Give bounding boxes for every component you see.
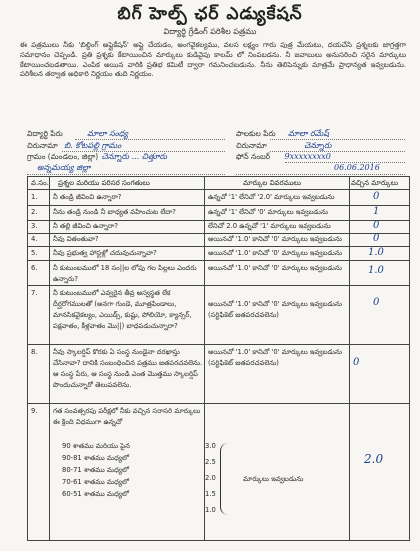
row-serial: 4. bbox=[31, 235, 38, 243]
parent-address-value: చెన్నూరు bbox=[304, 141, 332, 150]
row-score: 0 bbox=[373, 297, 380, 308]
row-divider bbox=[28, 344, 409, 345]
row-divider bbox=[28, 260, 409, 261]
row-marks: లేనిచో 2.0 ఉన్నచో '1' మార్కులు ఇవ్వబడును bbox=[208, 222, 331, 230]
phone-value: 9xxxxxxxx0 bbox=[284, 152, 331, 161]
grade-score: 2.0 bbox=[205, 474, 216, 482]
row-score: 0 bbox=[353, 357, 360, 368]
grade-score: 1.5 bbox=[205, 490, 216, 498]
row-score: 2.0 bbox=[364, 452, 384, 466]
district-field bbox=[33, 163, 91, 174]
row-question: నీను తండ్రి నుండి నీ బాధ్యత వహించుట లేదా? bbox=[53, 208, 176, 216]
row-marks: అయినచో '1.0' కానిచో '0' మార్కులు ఇవ్వబడును bbox=[208, 264, 343, 272]
row-divider bbox=[28, 285, 409, 286]
header-question: ప్రశ్నల మరియు పరిసర సంగతులు bbox=[58, 179, 150, 187]
column-divider bbox=[49, 177, 50, 540]
row-serial: 8. bbox=[31, 348, 38, 356]
district-line bbox=[27, 174, 225, 175]
row-marks: అయినచో '1.0' కానిచో '0' మార్కులు ఇవ్వబడును (సర్టిఫికెట్ జతపరచవలెను) bbox=[208, 300, 343, 319]
parent-name-value: మాలా రమేష్ bbox=[288, 129, 329, 138]
row-divider bbox=[28, 403, 409, 404]
row-marks: మార్కులు ఇవ్వబడును bbox=[243, 475, 304, 483]
row-divider bbox=[28, 246, 409, 247]
grade-score: 3.0 bbox=[205, 442, 216, 450]
row-serial: 6. bbox=[31, 264, 38, 272]
address-value: బి. కోటపల్లి గ్రామం bbox=[64, 141, 122, 150]
parent-name-line bbox=[270, 139, 405, 140]
row-score: 1.0 bbox=[368, 265, 384, 276]
row-serial: 2. bbox=[31, 208, 38, 216]
village-field bbox=[27, 152, 167, 163]
row-score: 1 bbox=[373, 206, 380, 217]
evaluation-table bbox=[27, 176, 410, 541]
student-name-label: విద్యార్థి పేరు bbox=[27, 129, 63, 138]
row-question: నీవు స్కాలర్షిప్ కొరకు ఏ సంస్థ నుండైనా దరఖాస్తు చేసినావా? దానికి సంబంధించిన పత్రము జతపరచవలెను. ఆ సంస్థ పేరు, ఆ సంస్థ నుండి ఎంత మొత్తము స్కాలర్షిప్ పొందుచున్నారో తెలుపవలెను. bbox=[53, 348, 203, 389]
row-marks: అయినచో '1.0' కానిచో '0' మార్కులు ఇవ్వబడును bbox=[208, 235, 343, 243]
row-question: నీవు ప్రభుత్వ హాస్టళ్లో చదువుచున్నావా? bbox=[53, 249, 157, 257]
row-serial: 1. bbox=[31, 193, 38, 201]
village-label: గ్రామం (మండలం, జిల్లా) bbox=[27, 152, 99, 161]
row-serial: 7. bbox=[31, 289, 38, 297]
date-value: 06.06.2016 bbox=[334, 163, 380, 172]
date-line bbox=[236, 174, 405, 175]
grade-brace bbox=[220, 443, 231, 515]
row-score: 0 bbox=[373, 233, 380, 244]
row-question: నీవు వితంతువా? bbox=[53, 235, 99, 243]
row-serial: 5. bbox=[31, 249, 38, 257]
grade-band: 80-71 శాతము మధ్యలో bbox=[62, 466, 129, 474]
grade-band: 70-61 శాతము మధ్యలో bbox=[62, 478, 129, 486]
parent-address-label: చిరునామా bbox=[236, 141, 267, 150]
row-question: గత సంవత్సరపు పరీక్షలో నీకు వచ్చిన సరాసరి మార్కులు ఈ క్రింది విధముగా ఉన్నచో bbox=[53, 407, 201, 426]
date-field bbox=[330, 163, 380, 172]
grade-band: 90-81 శాతము మధ్యలో bbox=[62, 454, 129, 462]
row-question: నీ కుటుంబములో 18 సం||ల లోపు గల పిల్లలు ఎందరు ఉన్నారు? bbox=[53, 264, 197, 283]
row-divider bbox=[28, 205, 409, 206]
student-name-value: మాలా సంధ్య bbox=[87, 129, 129, 138]
header-serial: వ.సం. bbox=[31, 179, 49, 187]
district-value: అన్నమయ్య జిల్లా bbox=[37, 163, 91, 172]
grade-score: 1.0 bbox=[205, 506, 216, 514]
row-score: 0 bbox=[373, 220, 380, 231]
row-serial: 3. bbox=[31, 222, 38, 230]
header-marks-obtained: వచ్చిన మార్కులు bbox=[351, 179, 399, 187]
grade-score: 2.5 bbox=[205, 458, 216, 466]
phone-label: ఫోన్ నంబర్ bbox=[236, 152, 271, 161]
document-subtitle: విద్యార్థి గ్రేడింగ్ పరిశీల పత్రము bbox=[163, 27, 257, 36]
row-question: నీ తండ్రి జీవించి ఉన్నారా? bbox=[53, 193, 122, 201]
row-score: 0 bbox=[373, 191, 380, 202]
row-marks: ఉన్నచో '1' లేనిచో '0' మార్కులు ఇవ్వబడును bbox=[208, 208, 328, 216]
row-marks: ఉన్నచో '1' లేనిచో '2.0' మార్కులు ఇవ్వబడును bbox=[208, 193, 335, 201]
grade-band: 60-51 శాతము మధ్యలో bbox=[62, 490, 129, 498]
row-marks: అయినచో '1.0' కానిచో '0' మార్కులు ఇవ్వబడును (సర్టిఫికెట్ జతపరచవలెను) bbox=[208, 348, 343, 367]
column-divider bbox=[204, 177, 205, 540]
row-question: నీ తల్లి జీవించి ఉన్నారా? bbox=[53, 222, 118, 230]
header-marks-details: మార్కుల వివరములు bbox=[243, 179, 301, 187]
address-label: చిరునామా bbox=[27, 141, 58, 150]
grade-band: 90 శాతము మరియు పైన bbox=[62, 442, 130, 450]
row-marks: అయినచో '1.0' కానిచో '0' మార్కులు ఇవ్వబడును bbox=[208, 249, 343, 257]
intro-paragraph: ఈ పత్రములు నీకు 'బిల్డింగ్ అప్లైకేషన్' అప్లై చేయడం, అంగవైకల్యము, వలస లక్ష్యం గారు పుత్ర మేయటు, దయచేసి ప్రశ్నలకు జాగ్రత్తగా సమాధానం చెప్పండి. ప్రతి ప్రశ్నకు కేటాయించిన మార్కులు కుడివైపు కాలమ్ లో నింపబడను. నీ జవాబులు అనుసరించి సరైన మార్కులు కేటాయించబడతాయి. ఎంపిక అయిన వారికి ప్రతిభ కమిటీ ద్వారా గమనించబడును. నీను తెలిపెన్నుకు మాత్రమే ప్రాధాన్యత ఇవ్వబడును. పరిశీలన తర్వాత అధికారి నిర్ణయం తుది నిర్ణయం. bbox=[20, 41, 406, 79]
row-question: నీ కుటుంబములో ఎవ్వరైన తీవ్ర అస్వస్థత లేక దీర్ఘరోగములతో (అనగా గుండె, మూత్రపిండాలు, మానసికవైకల్యం, ఎయిడ్స్, కుష్టు, పోలియో, క్యాన్సర్, పక్షవాతం, కీళ్లవాతం మొ||) బాధపడుచున్నారా? bbox=[53, 289, 192, 330]
parent-name-label: పాలకుల పేరు bbox=[236, 129, 276, 138]
village-value: చెన్నూరు ... చిత్తూరు bbox=[101, 152, 167, 161]
document-title: బిగ్ హెల్ప్ ఛర్ ఎడ్యుకేషన్ bbox=[117, 4, 303, 24]
row-serial: 9. bbox=[31, 407, 38, 415]
student-name-line bbox=[75, 139, 225, 140]
row-divider bbox=[28, 189, 409, 190]
row-score: 1.0 bbox=[368, 247, 384, 258]
column-divider bbox=[349, 177, 350, 540]
